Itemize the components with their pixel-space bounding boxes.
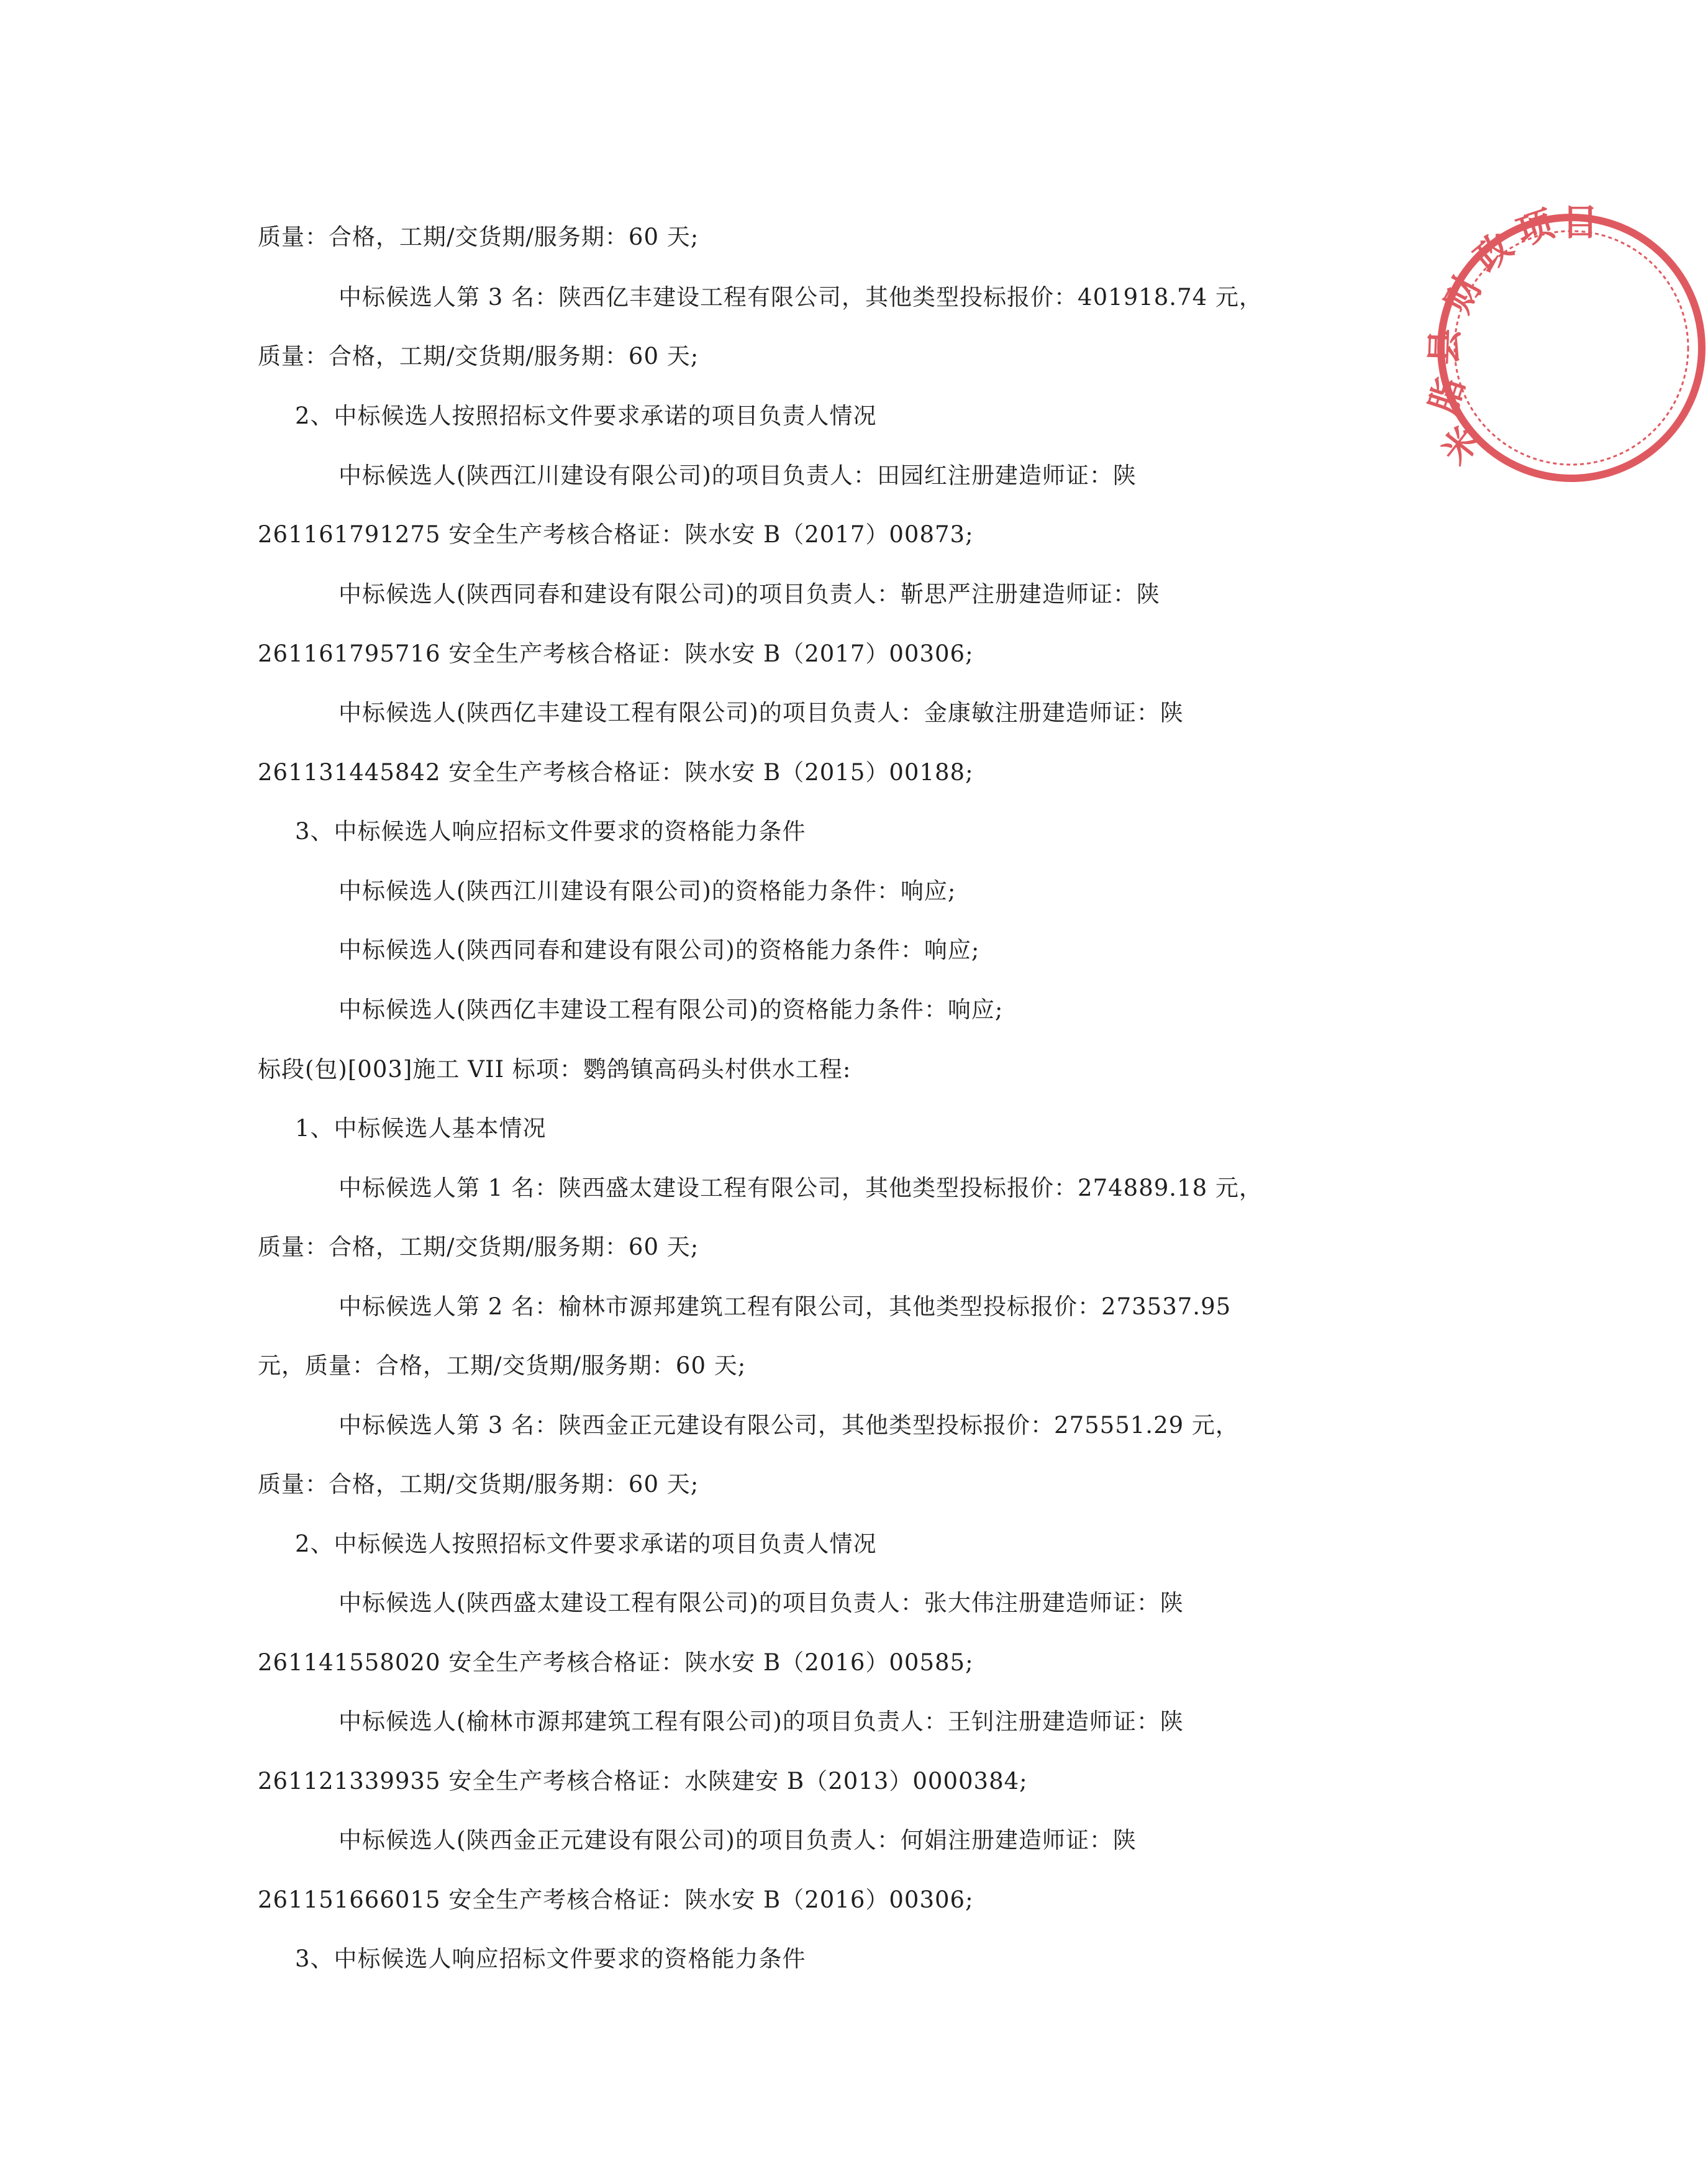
- text-line: 中标候选人第 3 名：陕西金正元建设有限公司，其他类型投标报价：275551.29 元，: [338, 1412, 1239, 1439]
- text-line: 质量：合格，工期/交货期/服务期：60 天;: [258, 1234, 699, 1260]
- text-line: 质量：合格，工期/交货期/服务期：60 天;: [258, 1471, 699, 1498]
- seal-char: 米: [1433, 418, 1489, 473]
- text-line: 261141558020 安全生产考核合格证：陕水安 B（2016）00585;: [258, 1649, 974, 1676]
- seal-char: 项: [1511, 202, 1559, 254]
- text-line: 中标候选人(榆林市源邦建筑工程有限公司)的项目负责人：王钊注册建造师证：陕: [338, 1708, 1184, 1735]
- text-line: 中标候选人(陕西盛太建设工程有限公司)的项目负责人：张大伟注册建造师证：陕: [338, 1590, 1184, 1616]
- text-line: 中标候选人(陕西江川建设有限公司)的项目负责人：田园红注册建造师证：陕: [338, 462, 1137, 489]
- seal-char: 县: [1423, 328, 1467, 366]
- text-line: 质量：合格，工期/交货期/服务期：60 天;: [258, 224, 699, 250]
- text-line: 中标候选人第 3 名：陕西亿丰建设工程有限公司，其他类型投标报价：401918.74 元，: [338, 284, 1263, 311]
- text-line: 261131445842 安全生产考核合格证：陕水安 B（2015）00188;: [258, 759, 974, 786]
- text-line: 中标候选人第 2 名：榆林市源邦建筑工程有限公司，其他类型投标报价：273537.95: [338, 1293, 1232, 1320]
- text-line: 中标候选人(陕西同春和建设有限公司)的资格能力条件：响应;: [338, 937, 980, 963]
- seal-char: 财: [1436, 268, 1491, 320]
- text-line: 质量：合格，工期/交货期/服务期：60 天;: [258, 343, 699, 370]
- text-line: 中标候选人第 1 名：陕西盛太建设工程有限公司，其他类型投标报价：274889.18 元，: [338, 1175, 1263, 1201]
- text-line: 261161791275 安全生产考核合格证：陕水安 B（2017）00873;: [258, 521, 974, 548]
- section-heading: 3、中标候选人响应招标文件要求的资格能力条件: [295, 818, 806, 845]
- seal-char: 目: [1562, 201, 1599, 243]
- seal-char: 脂: [1421, 371, 1473, 419]
- text-line: 中标候选人(陕西金正元建设有限公司)的项目负责人：何娟注册建造师证：陕: [338, 1827, 1137, 1854]
- text-line: 中标候选人(陕西亿丰建设工程有限公司)的资格能力条件：响应;: [338, 996, 1004, 1023]
- text-line: 中标候选人(陕西同春和建设有限公司)的项目负责人：靳思严注册建造师证：陕: [338, 581, 1160, 607]
- section-heading: 2、中标候选人按照招标文件要求承诺的项目负责人情况: [295, 403, 877, 429]
- text-line: 中标候选人(陕西江川建设有限公司)的资格能力条件：响应;: [338, 878, 956, 904]
- seal-char: 政: [1466, 224, 1521, 280]
- text-line: 261151666015 安全生产考核合格证：陕水安 B（2016）00306;: [258, 1886, 974, 1913]
- text-line: 元，质量：合格，工期/交货期/服务期：60 天;: [258, 1352, 747, 1379]
- section-heading: 1、中标候选人基本情况: [295, 1115, 547, 1142]
- text-line: 261161795716 安全生产考核合格证：陕水安 B（2017）00306;: [258, 640, 974, 667]
- section-heading: 3、中标候选人响应招标文件要求的资格能力条件: [295, 1945, 806, 1972]
- text-line: 261121339935 安全生产考核合格证：水陕建安 B（2013）0000384;: [258, 1768, 1028, 1795]
- official-seal-stamp: [1421, 186, 1708, 509]
- section-heading: 2、中标候选人按照招标文件要求承诺的项目负责人情况: [295, 1531, 877, 1557]
- text-line: 中标候选人(陕西亿丰建设工程有限公司)的项目负责人：金康敏注册建造师证：陕: [338, 699, 1184, 726]
- lot-heading: 标段(包)[003]施工 VII 标项：鹦鸽镇高码头村供水工程:: [258, 1056, 852, 1083]
